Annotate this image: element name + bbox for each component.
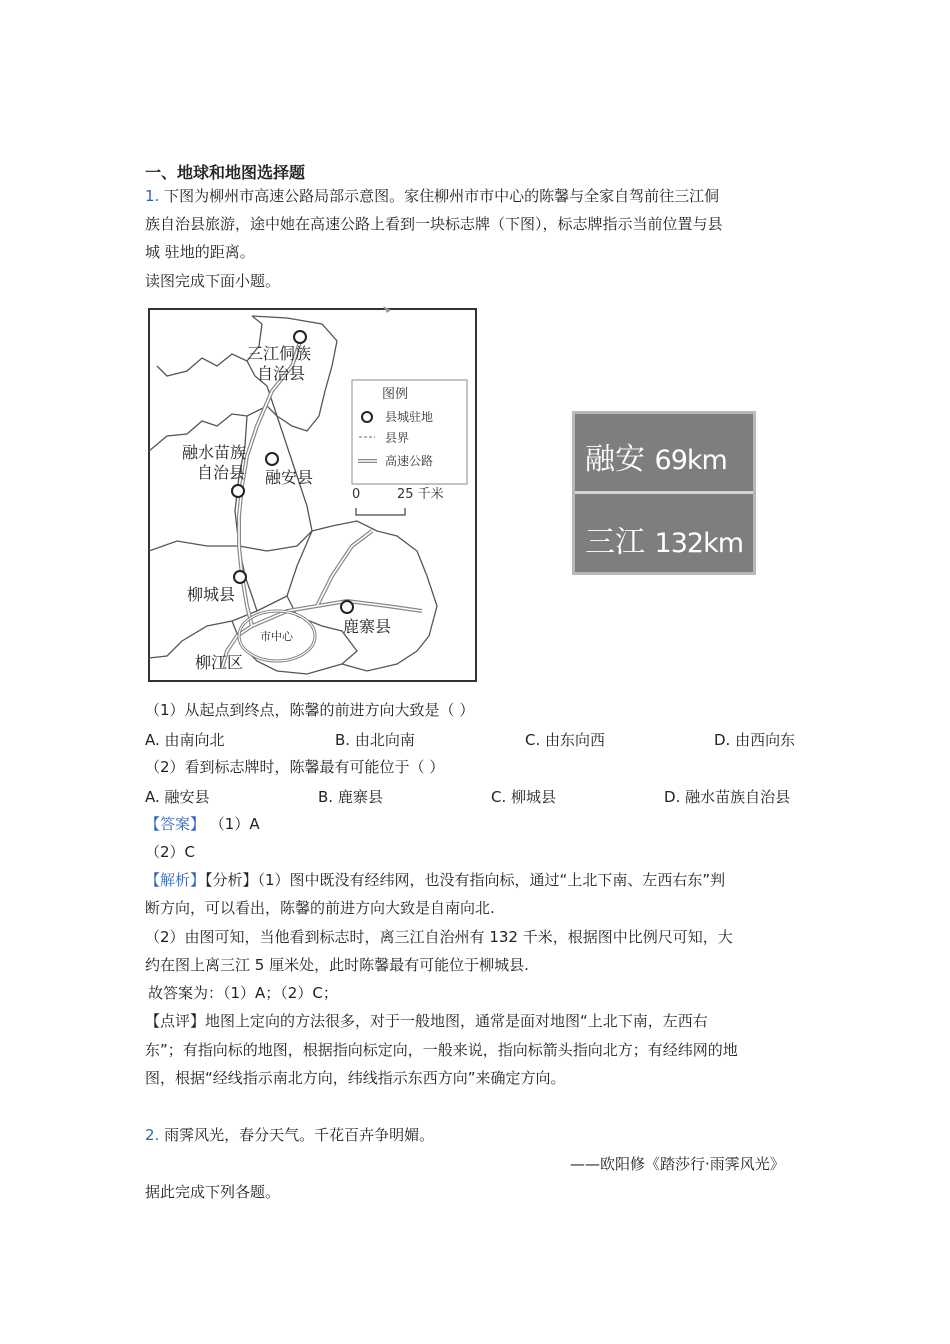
q1-text-4: 读图完成下面小题。 [145,272,281,290]
legend-expressway: 高速公路 [385,454,434,468]
analysis-text-1: 【分析】（1）图中既没有经纬网，也没有指向标，通过“上北下南、左西右东”判 [205,871,726,889]
sub1-option-a[interactable]: A. 由南向北 [145,731,225,749]
label-rongshui-2: 自治县 [197,463,246,482]
analysis-tag: 【解析】 [145,871,206,889]
legend-title: 图例 [382,387,409,402]
legend-county-border: 县界 [385,431,410,445]
analysis-text-3: （2）由图可知，当他看到标志时，离三江自治州有 132 千米，根据图中比例尺可知，大 [145,928,733,946]
sub2-option-d[interactable]: D. 融水苗族自治县 [664,788,791,806]
sub2-stem: （2）看到标志牌时，陈馨最有可能位于（ ） [145,758,445,776]
analysis-text-4: 约在图上离三江 5 厘米处，此时陈馨最有可能位于柳城县. [145,956,529,974]
label-city-center: 市中心 [260,630,293,643]
legend-county-seat: 县城驻地 [385,410,434,424]
sub1-option-d[interactable]: D. 由西向东 [714,731,796,749]
expressway-map [147,306,479,684]
sign-distance-2: 132km [654,528,744,559]
q1-text-2: 族自治县旅游，途中她在高速公路上看到一块标志牌（下图），标志牌指示当前位置与县 [145,215,723,233]
road-sign [572,411,756,575]
label-sanjiang: 三江侗族 [247,344,312,363]
label-sanjiang-2: 自治县 [257,364,306,383]
answer-1: （1）A [209,815,260,833]
sub1-stem: （1）从起点到终点，陈馨的前进方向大致是（ ） [145,701,475,719]
q2-text-1: 雨霁风光，春分天气。千花百卉争明媚。 [164,1126,435,1144]
q1-line1 [145,186,719,206]
comment-text-2: 东”；有指向标的地图，根据指向标定向，一般来说，指向标箭头指向北方；有经纬网的地 [145,1041,738,1059]
sub2-option-c[interactable]: C. 柳城县 [491,788,557,806]
label-liucheng: 柳城县 [187,585,236,604]
answer-line-1 [145,814,260,834]
label-rongshui: 融水苗族 [182,443,247,462]
sub1-option-b[interactable]: B. 由北向南 [335,731,415,749]
section-title: 一、地球和地图选择题 [145,163,306,182]
sub2-option-a[interactable]: A. 融安县 [145,788,210,806]
sub1-option-c[interactable]: C. 由东向西 [525,731,606,749]
sign-row-1 [585,434,727,478]
label-liujiang: 柳江区 [195,653,244,672]
q1-text-1: 下图为柳州市高速公路局部示意图。家住柳州市市中心的陈馨与全家自驾前往三江侗 [164,187,720,205]
label-luzhai: 鹿寨县 [343,617,392,636]
q2-text-2: 据此完成下列各题。 [145,1183,281,1201]
analysis-text-5: 故答案为：（1）A；（2）C； [148,984,338,1002]
sign-place-1: 融安 [585,442,645,477]
sign-place-2: 三江 [585,525,645,560]
analysis-line-1 [145,870,725,890]
map-legend [352,380,467,484]
comment-text-1: 【点评】地图上定向的方法很多，对于一般地图，通常是面对地图“上北下南，左西右 [145,1012,708,1030]
q1-text-3: 城 驻地的距离。 [145,243,255,261]
scale-zero: 0 [352,487,361,502]
q2-line1 [145,1125,434,1145]
answer-2: （2）C [145,843,196,861]
sub2-option-b[interactable]: B. 鹿寨县 [318,788,383,806]
sign-row-2 [585,517,743,561]
comment-text-3: 图，根据“经线指示南北方向，纬线指示东西方向”来确定方向。 [145,1069,566,1087]
q2-number: 2. [145,1126,160,1144]
analysis-text-2: 断方向，可以看出，陈馨的前进方向大致是自南向北. [145,899,495,917]
sign-distance-1: 69km [654,445,727,476]
sign-divider [575,491,753,494]
label-rongan: 融安县 [265,468,314,487]
q1-number: 1. [145,187,160,205]
q2-attribution: ——欧阳修《踏莎行·雨霁风光》 [570,1155,785,1173]
scale-value: 25 千米 [397,487,444,502]
answer-tag: 【答案】 [145,815,206,833]
